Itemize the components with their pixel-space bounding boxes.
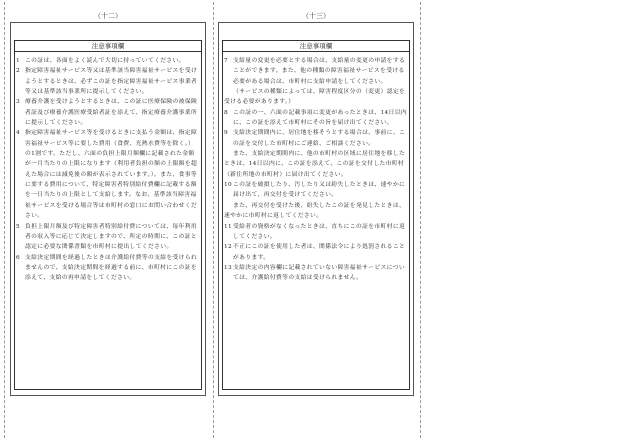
notice-item-number: 5 <box>16 223 21 230</box>
notice-item-text: この証の一、六面の記載事項に変更があったときは、14日以内に、この証を添えて市町村にその旨を届け出てください。 <box>233 109 407 127</box>
notice-item-text: 指定障害福祉サービス等を受けるときに支払う金額は、指定障害福祉サービス等に要した費用（食費、光熱水費等を除く。）の1割です。ただし、六面の負担上限月額欄に記載された金額が一月当たりの上限になります（利用者負担の額の上限額を超えた場合には減免後の額が表示されています。）。また、食事等に要する費用について、特定障害者特別給付費欄に記載する額を一日当たりの上限として支給します。なお、基準該当障害福祉サービスを受ける場合等は市町村の窓口にお問い合わせください。 <box>25 130 198 220</box>
notice-item-number: 13 <box>224 264 233 271</box>
notice-item <box>224 108 408 129</box>
notice-item-text: 支給決定期間内に、居住地を移そうとする場合は、事前に、この証を交付した市町村にご連絡、ご相談ください。 <box>233 130 406 147</box>
notice-item <box>16 253 200 284</box>
notice-item <box>224 222 408 243</box>
notice-item-number: 2 <box>16 68 21 75</box>
notice-item-subtext: また、支給決定期間内に、他の市町村の区域に居住地を移したときは、14日以内に、この証を添えて、この証を交付した市町村（新住所地の市町村）に届け出てください。 <box>224 151 406 178</box>
notice-list-left <box>16 56 200 284</box>
notice-item <box>16 97 200 128</box>
notice-item <box>224 128 408 149</box>
notice-item-subtext: （サービスの種類によっては、障害程度区分の（変更）認定を受ける必要があります。） <box>224 89 406 106</box>
notice-item-text: 受給者の資格がなくなったときは、直ちにこの証を市町村に返してください。 <box>233 223 406 240</box>
notice-item-text: この証を破損したり、汚したり又は紛失したときは、速やかに届け出て、再交付を受けてください。 <box>233 182 406 199</box>
notice-item-text: 不正にこの証を使用した者は、関係法令により処罰されることがあります。 <box>233 244 406 261</box>
page-number-right: （十三） <box>302 12 330 20</box>
notice-item <box>16 66 200 97</box>
notice-header-left: 注意事項欄 <box>14 40 202 52</box>
notice-item <box>16 128 200 221</box>
fold-line-right <box>420 2 421 438</box>
notice-item <box>224 242 408 263</box>
notice-item-text: 支給量の変更を必要とする場合は、支給量の変更の申請をすることができます。また、他の種類の障害福祉サービスを受ける必要がある場合は、市町村に支給申請をしてください。 <box>233 58 406 85</box>
notice-item-text: 負担上限月額及び特定障害者特別給付費については、毎年利用者の収入等に応じて決定しますので、所定の時期に、この証と認定に必要な関係書類を市町村に提出してください。 <box>25 223 197 251</box>
notice-item-number: 11 <box>224 223 233 230</box>
notice-item-subtext: また、再交付を受けた後、紛失したこの証を発見したときは、速やかに市町村に返してください。 <box>224 202 406 220</box>
notice-item-number: 9 <box>224 130 229 137</box>
notice-item <box>16 56 200 66</box>
notice-item-text: この証は、各面をよく読んで大切に持っていてください。 <box>25 58 185 64</box>
notice-item-text: 療養介護を受けようとするときは、この証に医療保険の被保険者証及び療養介護医療受給者証を添えて、指定療養介護事業所に提示してください。 <box>25 99 198 127</box>
notice-item-number: 1 <box>16 58 21 64</box>
notice-item <box>224 180 408 201</box>
notice-list-right <box>224 56 408 284</box>
notice-item <box>16 222 200 253</box>
notice-item-number: 8 <box>224 109 229 116</box>
notice-item-text: 支給決定期間を経過したときは介護給付費等の支給を受けられませんので、支給決定期間を経過する前に、市町村にこの証を添えて、支給の再申請をしてください。 <box>25 254 198 282</box>
page-number-left: （十二） <box>94 12 122 20</box>
notice-item-number: 4 <box>16 130 21 137</box>
notice-header-right: 注意事項欄 <box>222 40 410 52</box>
fold-line-left <box>4 2 5 438</box>
fold-line-middle <box>213 2 214 438</box>
notice-item-text: 指定障害福祉サービス等又は基準該当障害福祉サービスを受けようとするときは、必ずこの証を指定障害福祉サービス事業者等又は基準該当事業所に提示してください。 <box>25 68 198 96</box>
notice-item-number: 10 <box>224 182 233 189</box>
notice-item <box>224 56 408 87</box>
notice-item-number: 7 <box>224 58 229 64</box>
notice-item-number: 6 <box>16 254 21 261</box>
notice-item-number: 12 <box>224 244 233 251</box>
notice-item <box>224 263 408 284</box>
notice-item-number: 3 <box>16 99 21 106</box>
notice-item-text: 支給決定の内容欄に記載されていない障害福祉サービスについては、介護給付費等の支給は受けられません。 <box>233 264 405 282</box>
